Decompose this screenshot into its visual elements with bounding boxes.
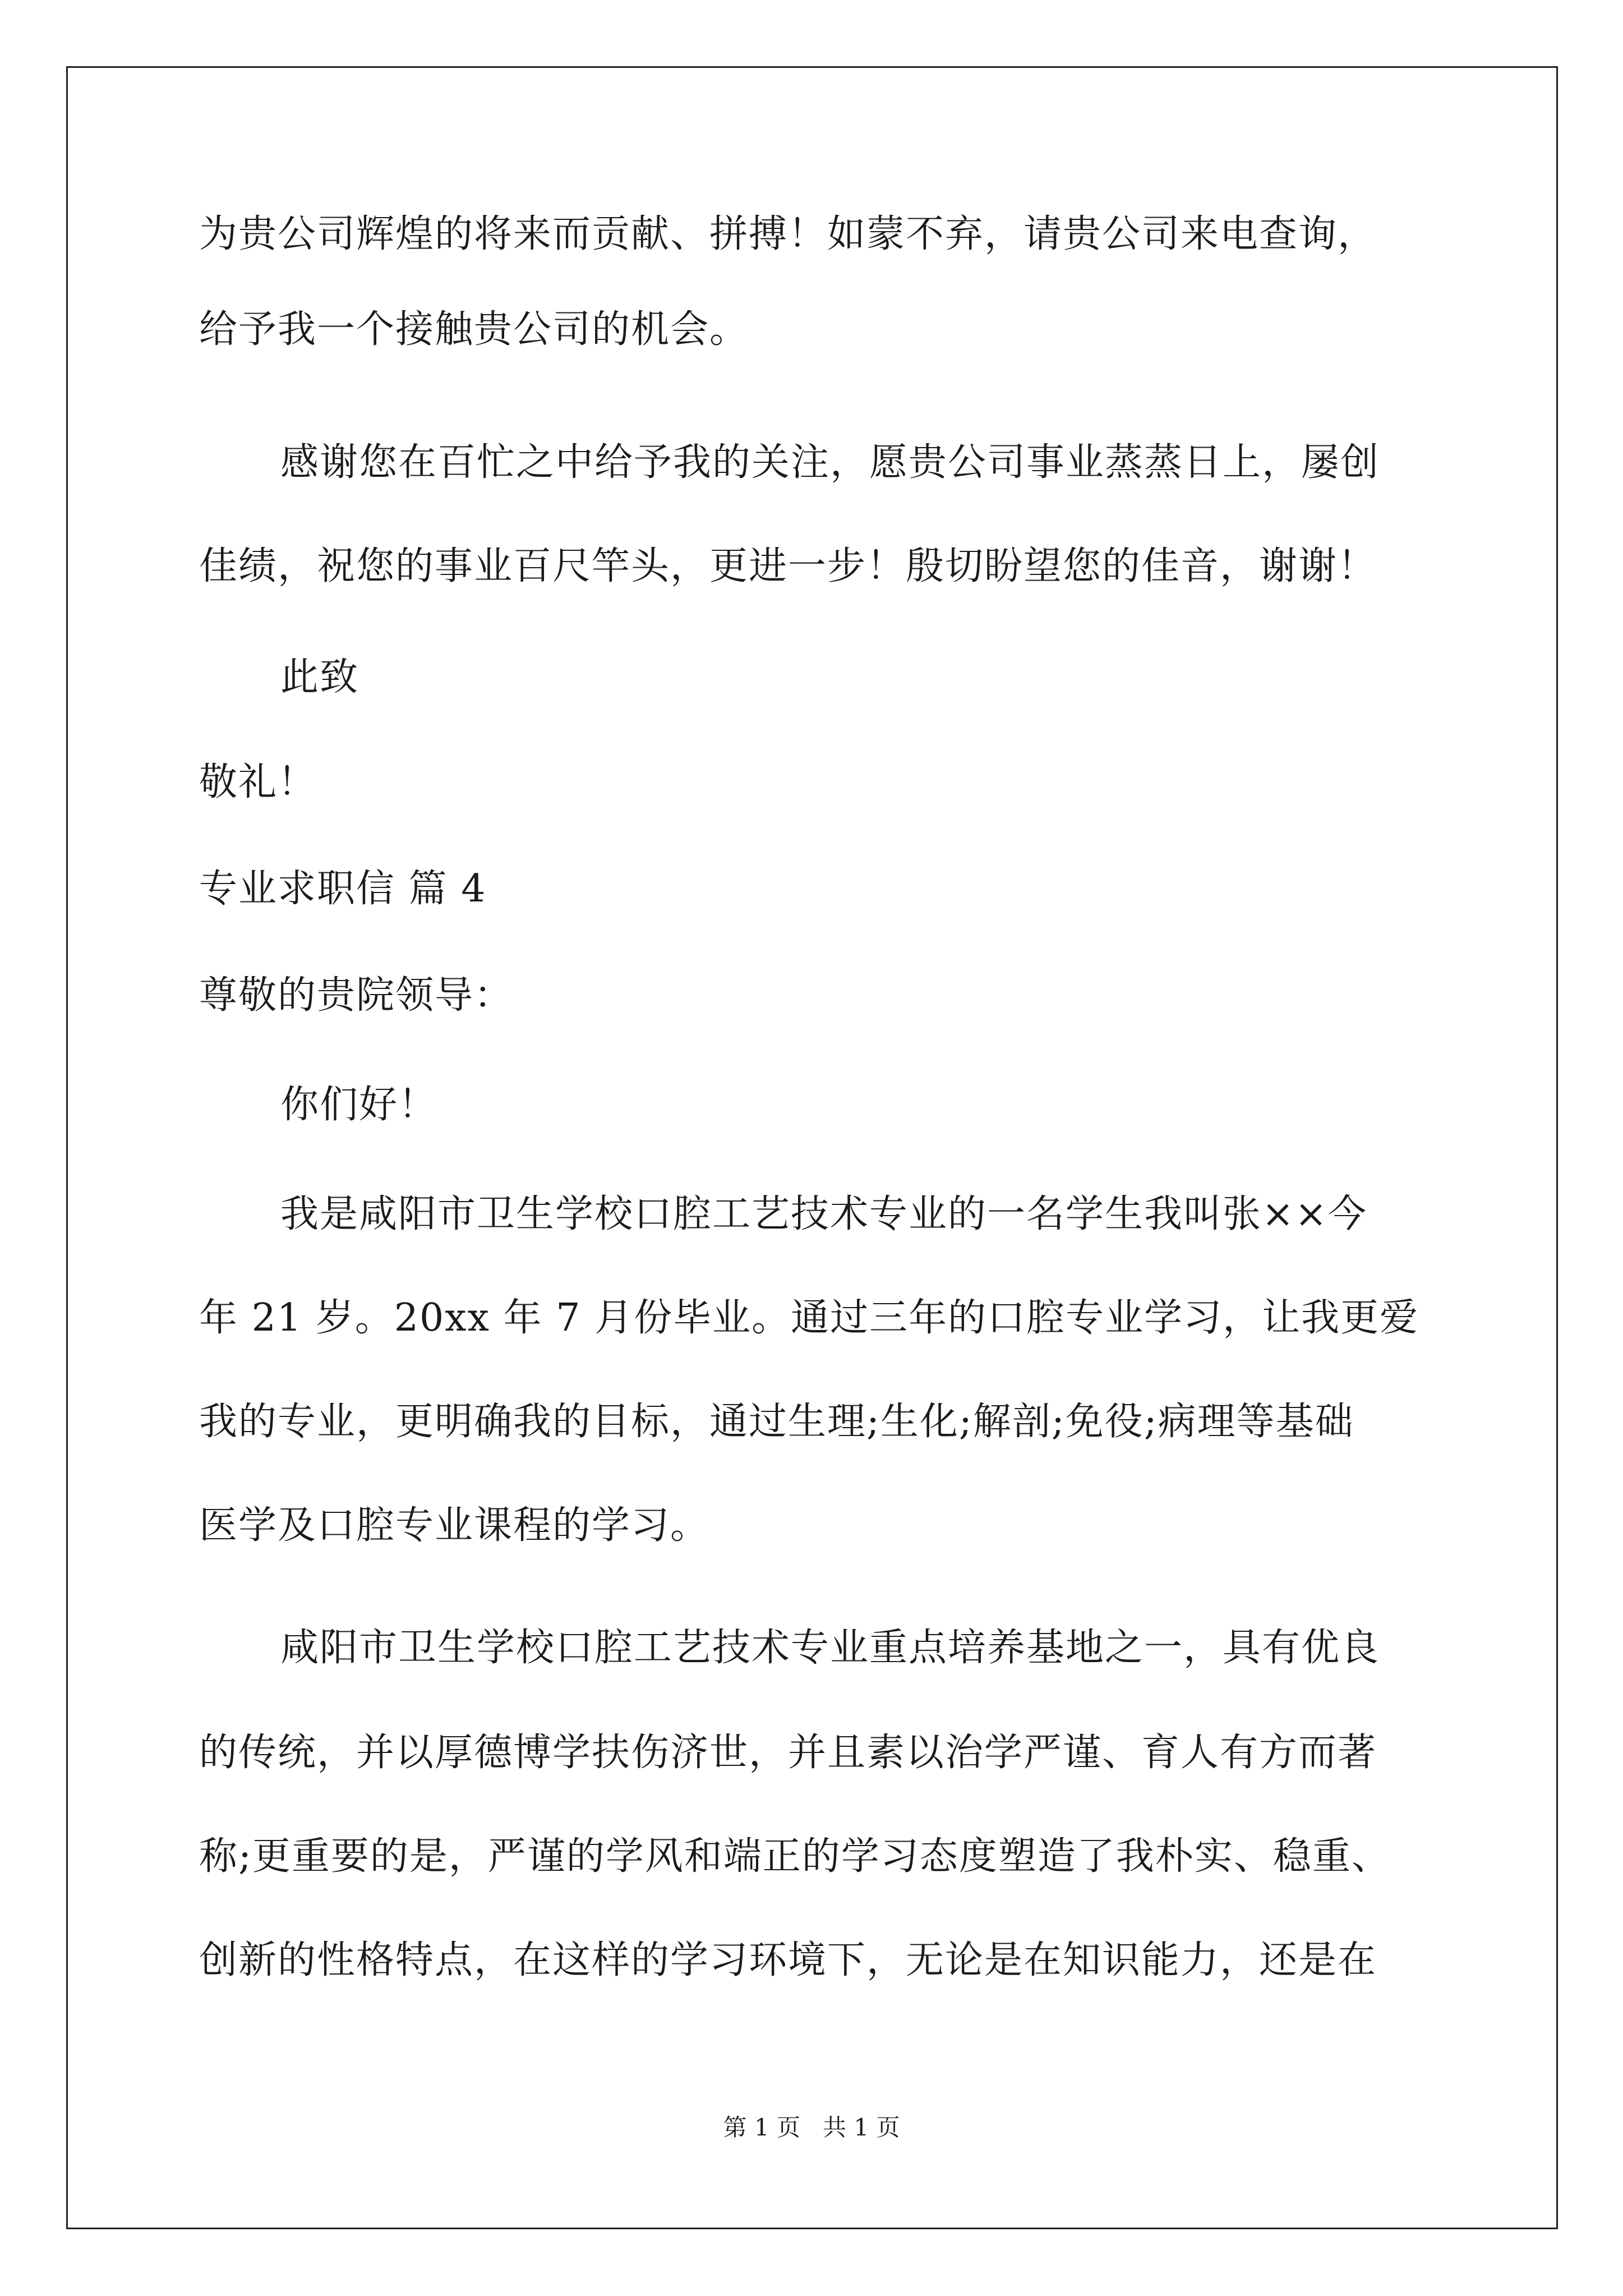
- text-line: 我是咸阳市卫生学校口腔工艺技术专业的一名学生我叫张××今: [280, 1192, 1367, 1236]
- text-line: 医学及口腔专业课程的学习。: [199, 1503, 710, 1548]
- letter-greeting: 尊敬的贵院领导：: [199, 973, 514, 1018]
- text-line: 佳绩，祝您的事业百尺竿头，更进一步！殷切盼望您的佳音，谢谢！: [199, 544, 1377, 588]
- page-border: [66, 66, 1558, 2229]
- text-line: 为贵公司辉煌的将来而贡献、拼搏！如蒙不弃，请贵公司来电查询，: [199, 212, 1377, 256]
- text-line: 称;更重要的是，严谨的学风和端正的学习态度塑造了我朴实、稳重、: [199, 1834, 1391, 1879]
- page-footer: 第 1 页 共 1 页: [723, 2114, 900, 2141]
- text-line: 咸阳市卫生学校口腔工艺技术专业重点培养基地之一，具有优良: [280, 1626, 1380, 1670]
- section-heading: 专业求职信 篇 4: [199, 867, 487, 911]
- text-line: 的传统，并以厚德博学扶伤济世，并且素以治学严谨、育人有方而著: [199, 1731, 1377, 1775]
- text-line: 感谢您在百忙之中给予我的关注，愿贵公司事业蒸蒸日上，屡创: [280, 440, 1380, 485]
- letter-hello: 你们好！: [280, 1083, 438, 1127]
- salutation-regards: 敬礼！: [199, 760, 317, 804]
- text-line: 年 21 岁。20xx 年 7 月份毕业。通过三年的口腔专业学习，让我更爱: [199, 1296, 1419, 1340]
- salutation-closing: 此致: [280, 655, 359, 700]
- text-line: 我的专业，更明确我的目标，通过生理;生化;解剖;免役;病理等基础: [199, 1400, 1354, 1444]
- text-line: 创新的性格特点，在这样的学习环境下，无论是在知识能力，还是在: [199, 1938, 1377, 1982]
- text-line: 给予我一个接触贵公司的机会。: [199, 307, 749, 352]
